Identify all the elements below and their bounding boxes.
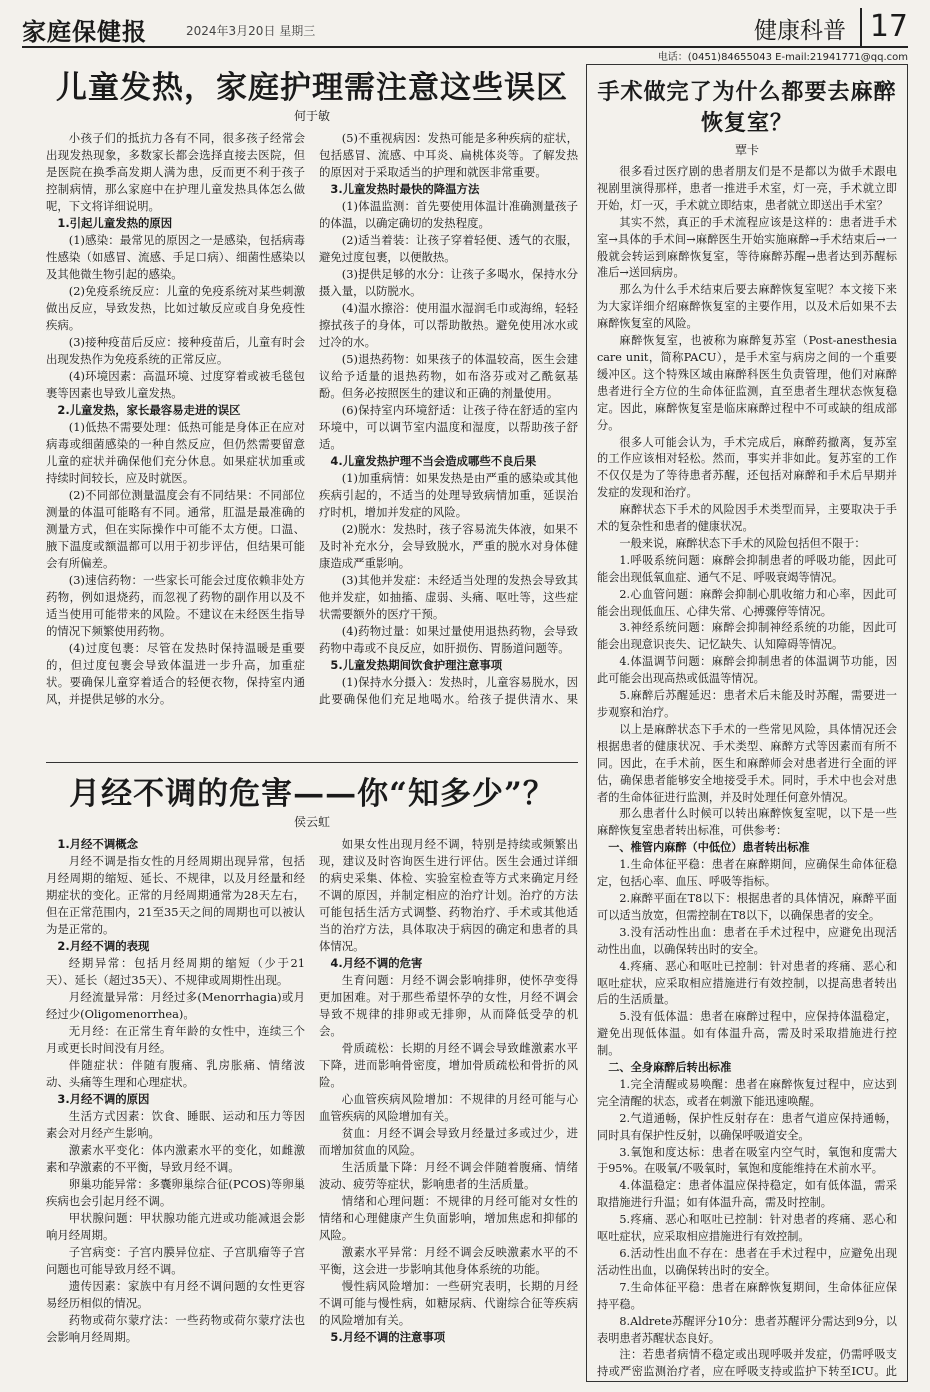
section-heading: 2.月经不调的表现 [57,939,150,953]
paragraph: (5)不重视病因：发热可能是多种疾病的症状，包括感冒、流感、中耳炎、扁桃体炎等。了解发热的原因对于采取适当的护理和就医非常重要。 [319,131,578,179]
paragraph: 4.体温调节问题：麻醉会抑制患者的体温调节功能，因此可能会出现高热或低温等情况。 [597,655,897,686]
section-heading: 4.月经不调的危害 [330,956,423,970]
article-recovery-room [586,64,908,1382]
paragraph: 7.生命体征平稳：患者在麻醉恢复期间，生命体征应保持平稳。 [597,1280,897,1311]
paragraph: 情绪和心理问题：不规律的月经可能对女性的情绪和心理健康产生负面影响，增加焦虑和抑郁的风险。 [319,1194,578,1242]
paragraph: 4.疼痛、恶心和呕吐已控制：针对患者的疼痛、恶心和呕吐症状，应采取相应措施进行有效控制，以提高患者转出后的生活质量。 [597,959,897,1007]
paragraph: 生活质量下降：月经不调会伴随着腹痛、情绪波动、疲劳等症状，影响患者的生活质量。 [319,1160,578,1191]
paragraph: 伴随症状：伴随有腹痛、乳房胀痛、情绪波动、头痛等生理和心理症状。 [46,1058,305,1089]
paragraph: 6.活动性出血不存在：患者在手术过程中，应避免出现活动性出血，以确保转出时的安全。 [597,1247,897,1277]
article-title: 月经不调的危害——你“知多少”？ [69,776,555,812]
article-author: 覃卡 [734,143,759,157]
section-heading: 3.月经不调的原因 [57,1092,150,1106]
paragraph: 很多人可能会认为，手术完成后，麻醉药撤离，复苏室的工作应该相对轻松。然而，事实并非如此。复苏室的工作不仅仅是为了等待患者苏醒，还包括对麻醉和手术后早期并发症的发现和治疗。 [597,435,897,500]
section-heading: 二、全身麻醉后转出标准 [608,1061,732,1075]
paragraph: 生活方式因素：饮食、睡眠、运动和压力等因素会对月经产生影响。 [46,1109,305,1140]
paragraph: 卵巢功能异常：多囊卵巢综合征(PCOS)等卵巢疾病也会引起月经不调。 [46,1177,305,1208]
section-heading: 1.月经不调概念 [57,837,138,851]
paragraph: 3.神经系统问题：麻醉会抑制神经系统的功能，因此可能会出现意识丧失、记忆缺失、认知障碍等情况。 [597,621,897,652]
page-header [22,8,908,48]
paragraph: (1)加重病情：如果发热是由严重的感染或其他疾病引起的，不适当的处理导致病情加重，延误治疗时机，增加并发症的风险。 [319,471,578,519]
paragraph: 子宫病变：子宫内膜异位症、子宫肌瘤等子宫问题也可能导致月经不调。 [46,1245,305,1276]
paragraph: 5.没有低体温：患者在麻醉过程中，应保持体温稳定，避免出现低体温。如有体温升高，需及时采取措施进行控制。 [597,1010,897,1058]
section-heading: 3.儿童发热时最快的降温方法 [330,182,480,196]
paragraph: 其实不然，真正的手术流程应该是这样的：患者进手术室→具体的手术间→麻醉医生开始实施麻醉→手术结束后→一般就会转运到麻醉恢复室，等待麻醉苏醒→患者达到苏醒标准后→送回病房。 [597,215,897,280]
paragraph: 贫血：月经不调会导致月经量过多或过少，进而增加贫血的风险。 [319,1126,578,1157]
paragraph: 4.体温稳定：患者体温应保持稳定，如有低体温，需采取措施进行升温；如有体温升高，需及时控制。 [597,1179,897,1210]
paragraph: 心血管疾病风险增加：不规律的月经可能与心血管疾病的风险增加有关。 [319,1092,578,1123]
section-title: 健康科普 [754,18,846,44]
article-body [46,836,578,1376]
page-number: 17 [860,8,908,46]
paragraph: 小孩子们的抵抗力各有不同，很多孩子经常会出现发热现象，多数家长都会选择直接去医院，但是医院在换季高发期人满为患，反而更不利于孩子控制病情，那么家庭中在护理儿童发热具体怎么做呢，下文将详细说明。 [46,131,305,213]
paragraph: 骨质疏松：长期的月经不调会导致雌激素水平下降，进而影响骨密度，增加骨质疏松和骨折的风险。 [319,1041,578,1089]
paragraph: 药物或荷尔蒙疗法：一些药物或荷尔蒙疗法也会影响月经周期。 [46,1313,305,1344]
article-title: 儿童发热，家庭护理需注意这些误区 [56,70,568,106]
paragraph: (4)环境因素：高温环境、过度穿着或被毛毯包裹等因素也导致儿童发热。 [46,369,305,400]
issue-date: 2024年3月20日 星期三 [186,24,316,38]
paragraph: 1.呼吸系统问题：麻醉会抑制患者的呼吸功能，因此可能会出现低氧血症、通气不足、呼吸衰竭等情况。 [597,553,897,584]
article-divider [46,762,578,763]
paragraph: 很多看过医疗剧的患者朋友们是不是都以为做手术跟电视剧里演得那样，患者一推进手术室，灯一亮，手术就立即开始，灯一灭，手术就立即结束，患者就立即送出手术室？ [597,165,897,212]
paragraph: 那么为什么手术结束后要去麻醉恢复室呢？本文接下来为大家详细介绍麻醉恢复室的主要作用，以及术后如果不去麻醉恢复室的风险。 [597,283,897,331]
paragraph: 激素水平异常：月经不调会反映激素水平的不平衡，这会进一步影响其他身体系统的功能。 [319,1245,578,1276]
section-heading: 5.月经不调的注意事项 [330,1330,446,1344]
paragraph: 麻醉状态下手术的风险因手术类型而异，主要取决于手术的复杂性和患者的健康状况。 [597,503,897,534]
article-author: 侯云虹 [293,815,330,829]
paragraph: (2)免疫系统反应：儿童的免疫系统对某些刺激做出反应，导致发热，比如过敏反应或自身免疫性疾病。 [46,284,305,332]
paragraph: 5.麻醉后苏醒延迟：患者术后未能及时苏醒，需要进一步观察和治疗。 [597,689,897,719]
paragraph: (1)体温监测：首先要使用体温计准确测量孩子的体温，以确定确切的发热程度。 [319,199,578,230]
paragraph: 激素水平变化：体内激素水平的变化，如雌激素和孕激素的不平衡，导致月经不调。 [46,1143,305,1174]
paragraph: 8.Aldrete苏醒评分10分：患者苏醒评分需达到9分，以表明患者苏醒状态良好。 [597,1314,897,1345]
contact-info: 电话：(0451)84655043 E-mail:21941771@qq.com [657,52,908,63]
paragraph: 注：若患者病情不稳定或出现呼吸并发症，仍需呼吸支持或严密监测治疗者，应在呼吸支持或监护下转至ICU。此 [597,1348,897,1379]
paragraph: 生育问题：月经不调会影响排卵，使怀孕变得更加困难。对于那些希望怀孕的女性，月经不调会导致不规律的排卵或无排卵，从而降低受孕的机会。 [319,973,578,1038]
paragraph: 2.麻醉平面在T8以下：根据患者的具体情况，麻醉平面可以适当放宽，但需控制在T8以下，以确保患者的安全。 [597,891,897,922]
paragraph: (3)速信药物：一些家长可能会过度依赖非处方药物，例如退烧药，而忽视了药物的副作用以及不适当使用可能带来的风险。不建议在未经医生指导的情况下频繁使用药物。 [46,573,305,638]
paragraph: 5.疼痛、恶心和呕吐已控制：针对患者的疼痛、恶心和呕吐症状，应采取相应措施进行有效控制。 [597,1213,897,1244]
paragraph: 经期异常：包括月经周期的缩短（少于21天）、延长（超过35天）、不规律或周期性出现。 [46,956,305,987]
paragraph: (3)其他并发症：未经适当处理的发热会导致其他并发症，如抽搐、虚弱、头痛、呕吐等，这些症状需要额外的医疗干预。 [319,573,578,621]
article-body [597,164,897,1382]
paragraph: 那么患者什么时候可以转出麻醉恢复室呢，以下是一些麻醉恢复室患者转出标准，可供参考： [597,807,897,838]
paragraph: 1.生命体征平稳：患者在麻醉期间，应确保生命体征稳定，包括心率、血压、呼吸等指标。 [597,858,897,889]
paragraph: 甲状腺问题：甲状腺功能亢进或功能减退会影响月经周期。 [46,1211,305,1242]
section-heading: 1.引起儿童发热的原因 [57,216,173,230]
article-title: 手术做完了为什么都要去麻醉恢复室？ [597,79,897,136]
paragraph: (1)保持水分摄入：发热时，儿童容易脱水，因此要确保他们充足地喝水。给孩子提供清水、果 [319,675,578,706]
paragraph: 2.心血管问题：麻醉会抑制心肌收缩力和心率，因此可能会出现低血压、心律失常、心搏骤停等情况。 [597,587,897,618]
paragraph: 无月经：在正常生育年龄的女性中，连续三个月或更长时间没有月经。 [46,1024,305,1055]
paragraph: 1.完全清醒或易唤醒：患者在麻醉恢复过程中，应达到完全清醒的状态，或者在刺激下能迅速唤醒。 [597,1077,897,1108]
article-author: 何于敏 [293,109,330,123]
newspaper-name: 家庭保健报 [22,17,147,46]
paragraph: (1)感染：最常见的原因之一是感染，包括病毒性感染（如感冒、流感、手足口病）、细菌性感染以及其他微生物引起的感染。 [46,233,305,281]
paragraph: (2)脱水：发热时，孩子容易流失体液，如果不及时补充水分，会导致脱水，严重的脱水对身体健康造成严重影响。 [319,522,578,570]
paragraph: (5)退热药物：如果孩子的体温较高，医生会建议给予适量的退热药物，如布洛芬或对乙酰氨基酚。但务必按照医生的建议和正确的剂量使用。 [319,352,578,400]
paragraph: (4)药物过量：如果过量使用退热药物，会导致药物中毒或不良反应，如肝损伤、胃肠道问题等。 [319,624,578,655]
paragraph: (3)接种疫苗后反应：接种疫苗后，儿童有时会出现发热作为免疫系统的正常反应。 [46,335,305,366]
paragraph: (1)低热不需要处理：低热可能是身体正在应对病毒或细菌感染的一种自然反应，但仍然需要留意儿童的症状并确保他们充分休息。如果症状加重或持续时间较长，应及时就医。 [46,420,305,485]
paragraph: 月经流量异常：月经过多(Menorrhagia)或月经过少(Oligomenorrhea)。 [46,990,305,1021]
paragraph: (6)保持室内环境舒适：让孩子待在舒适的室内环境中，可以调节室内温度和湿度，以帮助孩子舒适。 [319,403,578,451]
section-heading: 5.儿童发热期间饮食护理注意事项 [330,658,503,672]
paragraph: 3.氧饱和度达标：患者在吸室内空气时，氧饱和度需大于95%。在吸氧/不吸氧时，氧饱和度能维持在术前水平。 [597,1145,897,1176]
section-heading: 4.儿童发热护理不当会造成哪些不良后果 [330,454,537,468]
paragraph: 3.没有活动性出血：患者在手术过程中，应避免出现活动性出血，以确保转出时的安全。 [597,925,897,956]
paragraph: (2)适当着装：让孩子穿着轻便、透气的衣服，避免过度包裹，以便散热。 [319,233,578,264]
paragraph: 麻醉恢复室，也被称为麻醉复苏室（Post-anesthesia care unit，简称PACU），是手术室与病房之间的一个重要缓冲区。这个特殊区域由麻醉科医生负责管理，他们对麻醉患者进行全方位的生命体征监测，直至患者生理状态恢复稳定。因此，麻醉恢复室是临床麻醉过程中不可或缺的组成部分。 [597,334,897,432]
paragraph: (3)提供足够的水分：让孩子多喝水，保持水分摄入量，以防脱水。 [319,267,578,298]
section-heading: 2.儿童发热，家长最容易走进的误区 [57,403,241,417]
paragraph: (4)过度包裹：尽管在发热时保持温暖是重要的，但过度包裹会导致体温进一步升高，加重症状。要确保儿童穿着适合的轻便衣物，保持室内通风，并提供足够的水分。 [46,641,305,706]
paragraph: 2.气道通畅，保护性反射存在：患者气道应保持通畅，同时具有保护性反射，以确保呼吸道安全。 [597,1111,897,1142]
paragraph: 慢性病风险增加：一些研究表明，长期的月经不调可能与慢性病，如糖尿病、代谢综合征等疾病的风险增加有关。 [319,1279,578,1327]
section-heading: 一、椎管内麻醉（中低位）患者转出标准 [608,841,810,855]
paragraph: 遗传因素：家族中有月经不调问题的女性更容易经历相似的情况。 [46,1279,305,1310]
article-menstrual-disorder [46,768,578,1380]
article-body [46,130,578,734]
paragraph: 月经不调是指女性的月经周期出现异常，包括月经周期的缩短、延长、不规律，以及月经量和经期症状的变化。正常的月经周期通常为28天左右，但在正常范围内，21至35天之间的周期也可以被认为是正常的。 [46,854,305,936]
paragraph: 以上是麻醉状态下手术的一些常见风险，具体情况还会根据患者的健康状况、手术类型、麻醉方式等因素而有所不同。因此，在手术前，医生和麻醉师会对患者进行全面的评估，确保患者能够安全地接受手术。同时，手术中也会对患者的生命体征进行监测，并及时处理任何意外情况。 [597,722,897,804]
article-child-fever [46,62,578,758]
paragraph: (4)温水擦浴：使用温水湿润毛巾或海绵，轻轻擦拭孩子的身体，可以帮助散热。避免使用冰水或过冷的水。 [319,301,578,349]
paragraph: 如果女性出现月经不调，特别是持续或频繁出现，建议及时咨询医生进行评估。医生会通过详细的病史采集、体检、实验室检查等方式来确定月经不调的原因，并制定相应的治疗计划。治疗的方法可能包括生活方式调整、药物治疗、手术或其他适当的治疗方法，具体取决于病因的确定和患者的具体情况。 [319,837,578,953]
paragraph: 一般来说，麻醉状态下手术的风险包括但不限于： [619,536,866,550]
paragraph: (2)不同部位测量温度会有不同结果：不同部位测量的体温可能略有不同。通常，肛温是最准确的测量方式，但在实际操作中可能不太方便。口温、腋下温度或额温都可以用于初步评估，但结果可能会有所偏差。 [46,488,305,570]
